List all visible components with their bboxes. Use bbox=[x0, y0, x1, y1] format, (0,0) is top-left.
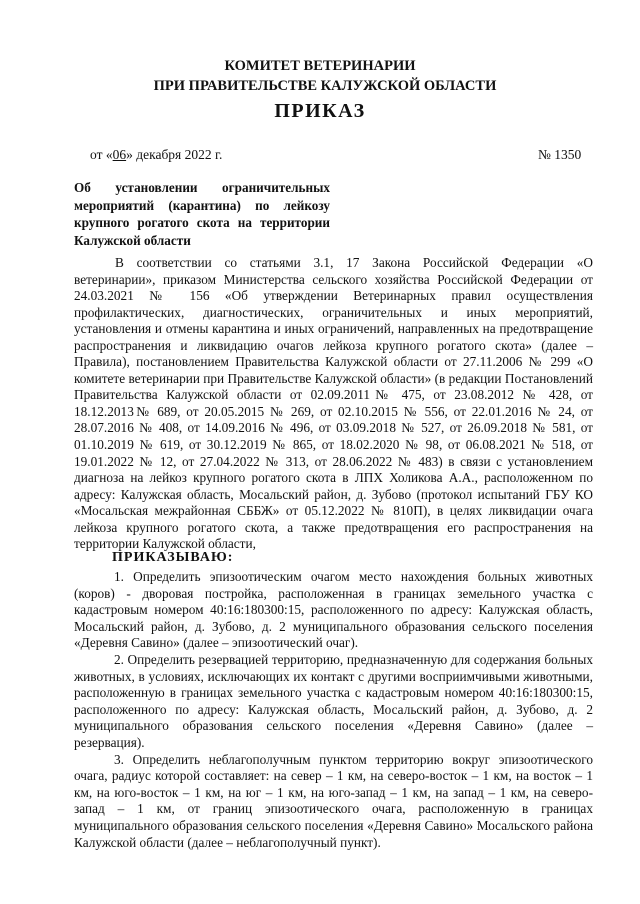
issuer-line-2: ПРИ ПРАВИТЕЛЬСТВЕ КАЛУЖСКОЙ ОБЛАСТИ bbox=[153, 78, 497, 94]
document-date bbox=[90, 147, 222, 163]
date-day: 06 bbox=[112, 147, 127, 162]
date-suffix: » декабря 2022 г. bbox=[126, 147, 223, 162]
preamble-paragraph: В соответствии со статьями 3.1, 17 Закона Российской Федерации «О ветеринарии», приказом Министерства сельского хозяйства Российской Федерации от 24.03.2021 № 156 «Об утверждении Ветеринарных правил осуществления профилактических, диагностических, ограничительных и иных мероприятий, установления и отмены карантина и иных ограничений, направленных на предотвращение распространения и ликвидацию очагов лейкоза крупного рогатого скота» (далее – Правила), постановлением Правительства Калужской области от 27.11.2006 № 299 «О комитете ветеринарии при Правительстве Калужской области» (в редакции Постановлений Правительства Калужской области от 02.09.2011№ 475, от 23.08.2012 № 428, от 18.12.2013№ 689, от 20.05.2015 № 269, от 02.10.2015 № 556, от 22.01.2016 № 24, от 28.07.2016 № 408, от 14.09.2016 № 496, от 03.09.2018 № 527, от 26.09.2018 № 581, от 01.10.2019 № 619, от 30.12.2019 № 865, от 18.02.2020 № 98, от 06.08.2021 № 518, от 19.01.2022 № 12, от 27.04.2022 № 313, от 28.06.2022 № 483) в связи с установлением диагноза на лейкоз крупного рогатого скота в ЛПХ Холикова А.А., расположенном по адресу: Калужская область, Мосальский район, д. Зубово (протокол испытаний ГБУ КО «Мосальская межрайонная СББЖ» от 05.12.2022 № 810П), в целях ликвидации очага лейкоза крупного рогатого скота, а также предотвращения его распространения на территории Калужской области, bbox=[74, 255, 593, 552]
issuer-line-1: КОМИТЕТ ВЕТЕРИНАРИИ bbox=[224, 58, 416, 74]
order-items bbox=[74, 569, 593, 851]
document-subject: Об установлении ограничительных мероприятий (карантина) по лейкозу крупного рогатого скота на территории Калужской области bbox=[74, 180, 330, 248]
document-title: ПРИКАЗ bbox=[274, 100, 366, 122]
date-prefix: от « bbox=[90, 147, 113, 162]
order-item-1: 1. Определить эпизоотическим очагом место нахождения больных животных (коров) - дворовая постройка, расположенная в границах земельного участка с кадастровым номером 40:16:180300:15, расположенного по адресу: Калужская область, Мосальский район, д. Зубово, д. 2 муниципального образования сельского поселения «Деревня Савино» (далее – эпизоотический очаг). bbox=[74, 569, 593, 651]
preamble bbox=[74, 255, 593, 553]
order-item-3: 3. Определить неблагополучным пунктом территорию вокруг эпизоотического очага, радиус которой составляет: на север – 1 км, на северо-восток – 1 км, на восток – 1 км, на юго-восток – 1 км, на юг – 1 км, на юго-запад – 1 км, на запад – 1 км, на северо-запад – 1 км, от границ эпизоотического очага, расположенную в границах муниципального образования сельского поселения «Деревня Савино» Мосальского района Калужской области (далее – неблагополучный пункт). bbox=[74, 751, 593, 850]
order-heading: ПРИКАЗЫВАЮ: bbox=[112, 550, 234, 565]
issuer-header bbox=[0, 56, 640, 96]
order-item-2: 2. Определить резервацией территорию, предназначенную для содержания больных животных, в условиях, исключающих их контакт с другими восприимчивыми животными, расположенную в границах земельного участка с кадастровым номером 40:16:180300:15, расположенного по адресу: Калужская область, Мосальский район, д. Зубово, д. 2 муниципального образования сельского поселения «Деревня Савино» (далее – резервация). bbox=[74, 651, 593, 750]
document-number: № 1350 bbox=[538, 147, 582, 162]
